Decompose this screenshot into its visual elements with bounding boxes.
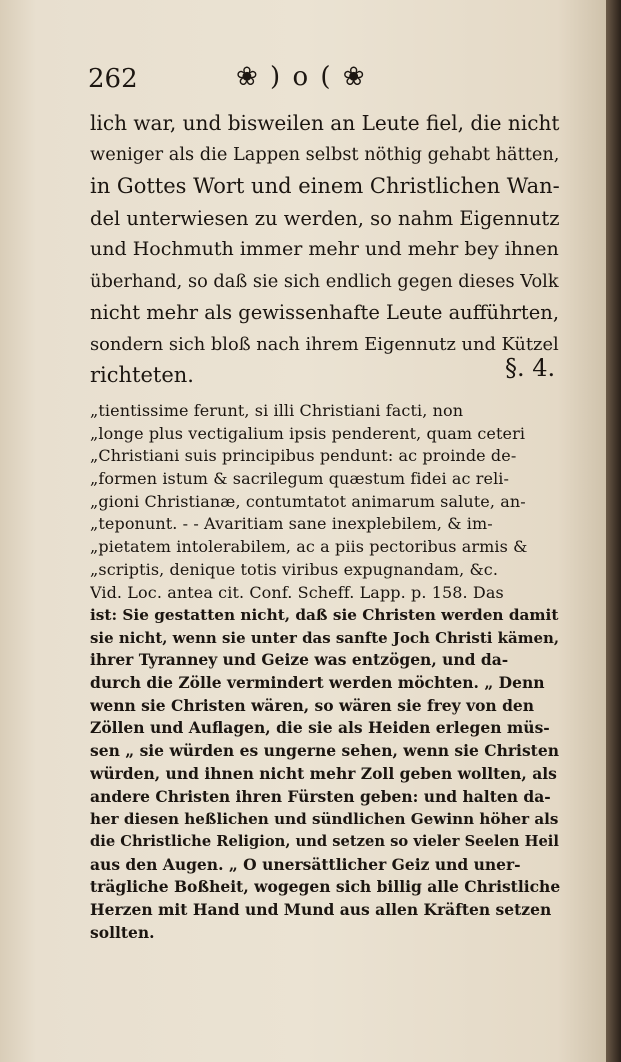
- footnote-line: würden, und ihnen nicht mehr Zoll geben wollten, als: [90, 763, 557, 783]
- footnote-line: andere Christen ihren Fürsten geben: und halten da-: [90, 786, 551, 806]
- main-text: [90, 108, 564, 392]
- text-line: überhand, so daß sie sich endlich gegen dieses Volk: [90, 270, 559, 292]
- footnote-line: sie nicht, wenn sie unter das sanfte Joch Christi kämen,: [90, 628, 560, 647]
- latin-footnote: [90, 400, 564, 604]
- footnote-line: ist: Sie gestatten nicht, daß sie Christen werden damit: [90, 606, 559, 624]
- text-line: nicht mehr als gewissenhafte Leute aufführten,: [90, 301, 560, 324]
- footnote-line: Herzen mit Hand und Mund aus allen Kräften setzen: [90, 899, 552, 919]
- text-line: weniger als die Lappen selbst nöthig gehabt hätten,: [90, 144, 560, 165]
- text-line: lich war, und bisweilen an Leute fiel, die nicht: [90, 111, 560, 135]
- footnote-line: „formen istum & sacrilegum quæstum fidei ac reli-: [90, 469, 510, 489]
- footnote-line: her diesen heßlichen und sündlichen Gewinn höher als: [90, 810, 559, 829]
- footnote-line: „scriptis, denique totis viribus expugnandam, &c.: [90, 559, 499, 579]
- page-edge: [606, 0, 621, 1062]
- footnote-line: die Christliche Religion, und setzen so vieler Seelen Heil: [90, 832, 559, 850]
- footnote-line: „Christiani suis principibus pendunt: ac proinde de-: [90, 446, 517, 466]
- page-header: [88, 58, 558, 98]
- text-line: in Gottes Wort und einem Christlichen Wan-: [90, 174, 560, 198]
- footnote-line: sollten.: [90, 922, 155, 942]
- footnote-line: sen „ sie würden es ungerne sehen, wenn sie Christen: [90, 741, 559, 761]
- footnote-line: Vid. Loc. antea cit. Conf. Scheff. Lapp. p. 158. Das: [90, 582, 504, 602]
- section-mark: §. 4.: [505, 354, 556, 382]
- text-line: del unterwiesen zu werden, so nahm Eigennutz: [90, 206, 560, 230]
- text-line: sondern sich bloß nach ihrem Eigennutz und Kützel: [90, 333, 559, 355]
- footnote-line: „teponunt. - - Avaritiam sane inexplebilem, & im-: [90, 514, 493, 534]
- text-line: richteten.: [90, 363, 194, 387]
- german-footnote: [90, 604, 564, 944]
- footnote-line: ihrer Tyranney und Geize was entzögen, und da-: [90, 650, 509, 670]
- footnote-line: wenn sie Christen wären, so wären sie frey von den: [90, 695, 535, 715]
- footnote-line: Zöllen und Auflagen, die sie als Heiden erlegen müs-: [90, 718, 550, 738]
- header-ornament: ❀ ) o ( ❀: [236, 62, 367, 92]
- footnote-line: „longe plus vectigalium ipsis penderent, quam ceteri: [90, 423, 526, 443]
- footnote-line: „pietatem intolerabilem, ac a piis pectoribus armis &: [90, 537, 528, 557]
- footnote-line: aus den Augen. „ O unersättlicher Geiz und uner-: [90, 854, 521, 874]
- text-line: und Hochmuth immer mehr und mehr bey ihnen: [90, 238, 559, 260]
- page-number: 262: [88, 64, 138, 94]
- footnote-line: „gioni Christianæ, contumtatot animarum salute, an-: [90, 491, 526, 511]
- footnote-line: „tientissime ferunt, si illi Christiani facti, non: [90, 401, 464, 420]
- footnote-line: durch die Zölle vermindert werden möchten. „ Denn: [90, 673, 545, 693]
- footnote-line: trägliche Boßheit, wogegen sich billig alle Christliche: [90, 877, 561, 897]
